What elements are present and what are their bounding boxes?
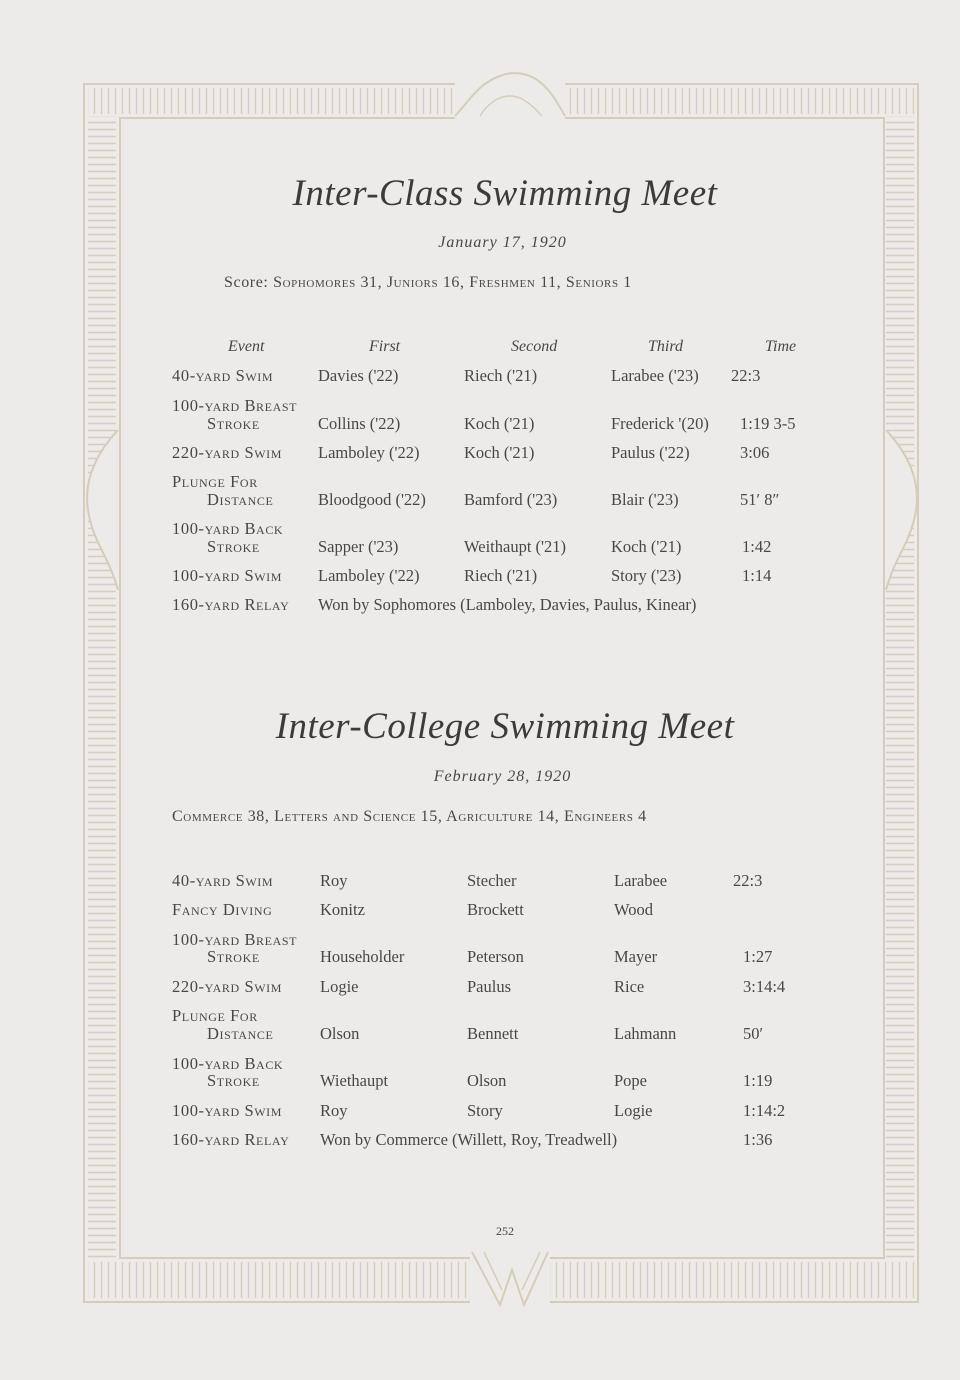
meet2-row-7-first: Roy: [320, 1101, 348, 1120]
meet2-row-5-first: Olson: [320, 1024, 360, 1043]
meet1-relay-result: Won by Sophomores (Lamboley, Davies, Paulus, Kinear): [318, 595, 697, 614]
meet2-row-7-time: 1:14:2: [743, 1101, 786, 1120]
meet2-title: Inter-College Swimming Meet: [275, 706, 735, 747]
meet2-row-6-event: 100-yard Back: [172, 1054, 284, 1073]
meet2-row-5-event: Plunge For: [172, 1006, 258, 1025]
meet1-row-6-third: Story ('23): [611, 566, 682, 585]
page-number: 252: [496, 1224, 514, 1238]
meet1-row-3-first: Lamboley ('22): [318, 443, 420, 462]
meet1-row-4-event: Plunge For: [172, 472, 258, 491]
meet2-row-4-third: Rice: [614, 977, 645, 996]
meet2-row-1-second: Stecher: [467, 871, 517, 890]
meet1-score-label: Score:: [224, 274, 269, 291]
meet1-row-4-second: Bamford ('23): [464, 490, 558, 509]
meet2-row-6-second: Olson: [467, 1071, 507, 1090]
meet1-row-2-time: 1:19 3-5: [740, 414, 796, 433]
header-time: Time: [765, 338, 797, 355]
meet1-row-4-event-cont: Distance: [207, 490, 274, 509]
meet2-row-1-first: Roy: [320, 871, 348, 890]
meet1-row-4-first: Bloodgood ('22): [318, 490, 426, 509]
meet2-row-6-first: Wiethaupt: [320, 1071, 389, 1090]
meet1-row-3-time: 3:06: [740, 443, 770, 462]
meet2-row-4-first: Logie: [320, 977, 359, 996]
meet1-row-6-time: 1:14: [742, 566, 772, 585]
meet2-row-7-second: Story: [467, 1101, 503, 1120]
meet2-row-5-time: 50′: [743, 1024, 764, 1043]
meet1-score-text: Sophomores 31, Juniors 16, Freshmen 11, Seniors 1: [273, 274, 632, 291]
meet2-row-3-event-cont: Stroke: [207, 947, 260, 966]
meet1-row-3-second: Koch ('21): [464, 443, 535, 462]
meet1-row-1-time: 22:3: [731, 366, 761, 385]
meet1-row-1-second: Riech ('21): [464, 366, 538, 385]
meet2-row-2-second: Brockett: [467, 900, 524, 919]
meet2-row-3-first: Householder: [320, 947, 405, 966]
meet2-row-6-event-cont: Stroke: [207, 1071, 260, 1090]
meet2-score: Commerce 38, Letters and Science 15, Agriculture 14, Engineers 4: [172, 808, 647, 825]
meet1-row-5-time: 1:42: [742, 537, 772, 556]
meet1-row-3-third: Paulus ('22): [611, 443, 690, 462]
meet1-row-2-event: 100-yard Breast: [172, 396, 298, 415]
meet1-row-2-event-cont: Stroke: [207, 414, 260, 433]
meet2-relay-event: 160-yard Relay: [172, 1130, 290, 1149]
meet2-row-2-first: Konitz: [320, 900, 365, 919]
meet2-row-4-second: Paulus: [467, 977, 512, 996]
meet2-row-6-third: Pope: [614, 1071, 647, 1090]
meet2-row-1-event: 40-yard Swim: [172, 871, 274, 890]
meet2-date: February 28, 1920: [433, 768, 572, 785]
meet2-row-5-third: Lahmann: [614, 1024, 677, 1043]
meet1-row-5-event: 100-yard Back: [172, 519, 284, 538]
meet2-row-3-second: Peterson: [467, 947, 524, 966]
meet2-row-2-event: Fancy Diving: [172, 900, 273, 919]
meet2-row-3-event: 100-yard Breast: [172, 930, 298, 949]
meet2-row-1-time: 22:3: [733, 871, 763, 890]
meet1-row-5-third: Koch ('21): [611, 537, 682, 556]
meet1-row-5-event-cont: Stroke: [207, 537, 260, 556]
header-first: First: [369, 338, 401, 355]
meet1-row-2-third: Frederick '(20): [611, 414, 709, 433]
meet1-score: [224, 274, 632, 292]
meet1-row-4-third: Blair ('23): [611, 490, 679, 509]
meet1-row-1-event: 40-yard Swim: [172, 366, 274, 385]
meet1-row-5-second: Weithaupt ('21): [464, 537, 566, 556]
meet1-row-6-second: Riech ('21): [464, 566, 538, 585]
meet2-row-1-third: Larabee: [614, 871, 668, 890]
meet2-row-7-third: Logie: [614, 1101, 653, 1120]
meet2-row-5-second: Bennett: [467, 1024, 519, 1043]
meet1-row-1-third: Larabee ('23): [611, 366, 699, 385]
meet2-row-2-third: Wood: [614, 900, 654, 919]
meet2-row-5-event-cont: Distance: [207, 1024, 274, 1043]
meet1-date: January 17, 1920: [438, 234, 567, 251]
meet2-row-4-time: 3:14:4: [743, 977, 786, 996]
header-third: Third: [648, 338, 683, 355]
meet2-row-3-time: 1:27: [743, 947, 773, 966]
meet1-row-2-second: Koch ('21): [464, 414, 535, 433]
meet1-row-1-first: Davies ('22): [318, 366, 399, 385]
meet1-relay-event: 160-yard Relay: [172, 595, 290, 614]
meet1-title: Inter-Class Swimming Meet: [292, 173, 718, 214]
meet1-row-5-first: Sapper ('23): [318, 537, 399, 556]
meet2-relay-result: Won by Commerce (Willett, Roy, Treadwell): [320, 1130, 618, 1149]
meet2-row-4-event: 220-yard Swim: [172, 977, 283, 996]
meet2-row-3-third: Mayer: [614, 947, 658, 966]
meet1-row-4-time: 51′ 8″: [740, 490, 780, 509]
header-event: Event: [228, 338, 265, 355]
meet2-relay-time: 1:36: [743, 1130, 773, 1149]
meet1-row-6-event: 100-yard Swim: [172, 566, 283, 585]
meet1-row-3-event: 220-yard Swim: [172, 443, 283, 462]
meet1-row-6-first: Lamboley ('22): [318, 566, 420, 585]
meet2-row-6-time: 1:19: [743, 1071, 773, 1090]
meet2-row-7-event: 100-yard Swim: [172, 1101, 283, 1120]
header-second: Second: [511, 338, 558, 355]
meet1-row-2-first: Collins ('22): [318, 414, 401, 433]
